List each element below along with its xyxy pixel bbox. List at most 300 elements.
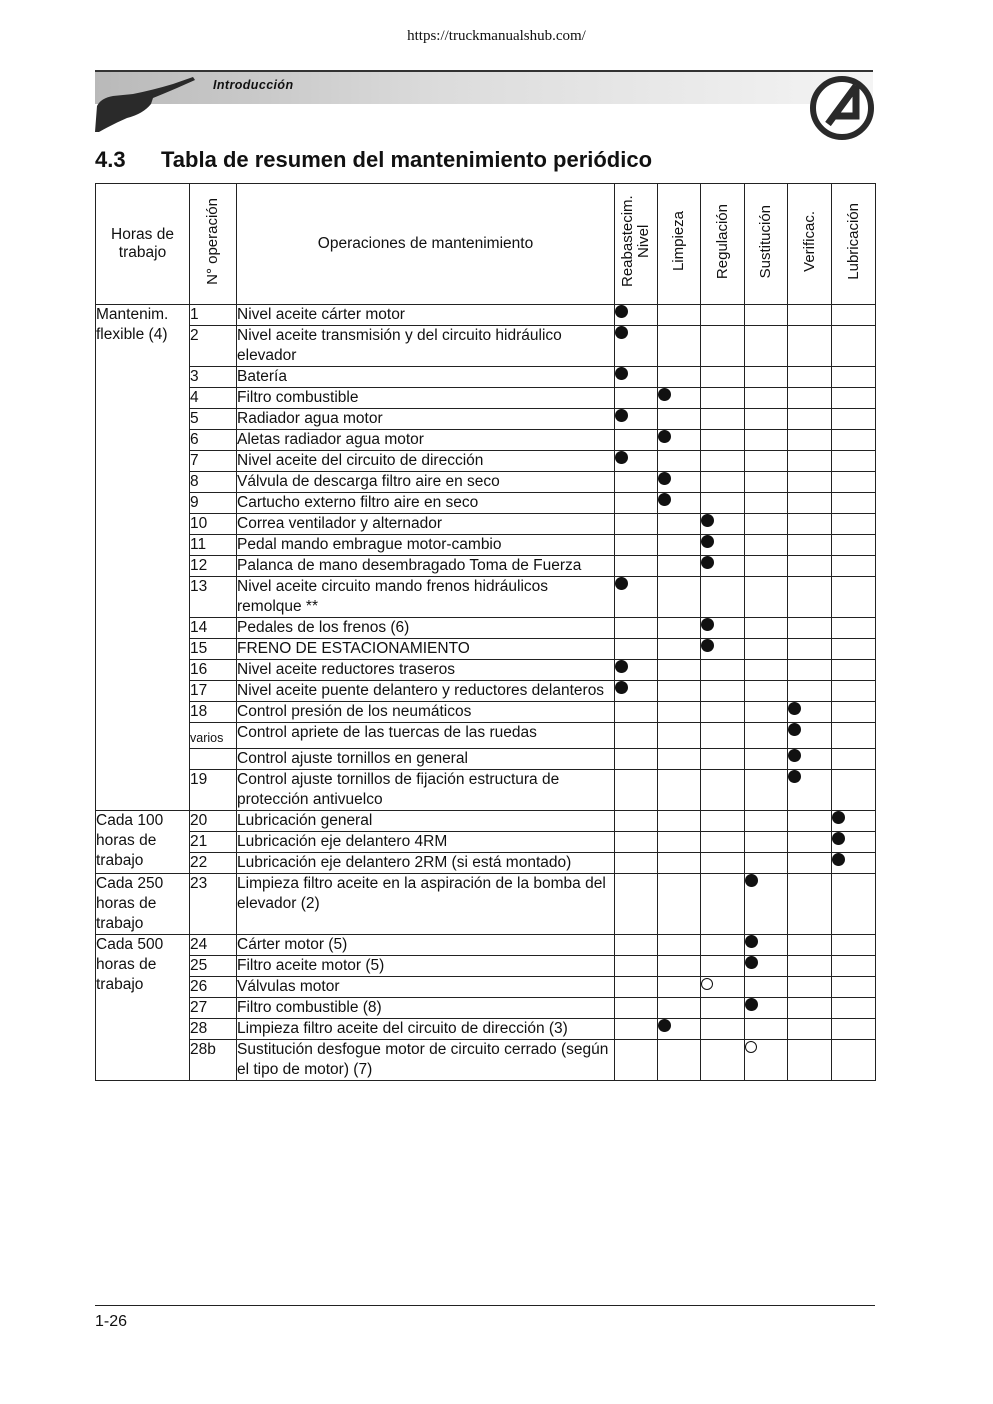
table-row <box>96 367 876 388</box>
mark-cell-c5 <box>788 770 832 811</box>
mark-cell-c5 <box>788 977 832 998</box>
mark-cell-c6 <box>832 556 876 577</box>
mark-cell-c4 <box>745 749 788 770</box>
op-number-cell: 27 <box>190 998 237 1019</box>
mark-cell-c6 <box>832 977 876 998</box>
mark-cell-c5 <box>788 639 832 660</box>
op-number-cell: 28b <box>190 1040 237 1081</box>
operation-cell: Cárter motor (5) <box>237 935 615 956</box>
table-row <box>96 998 876 1019</box>
mark-cell-c1 <box>615 1040 658 1081</box>
mark-cell-c6 <box>832 326 876 367</box>
mark-cell-c1 <box>615 430 658 451</box>
mark-cell-c3 <box>701 1040 745 1081</box>
mark-cell-c6 <box>832 811 876 832</box>
table-row <box>96 639 876 660</box>
filled-circle-icon <box>701 556 714 569</box>
mark-cell-c4 <box>745 367 788 388</box>
mark-cell-c2 <box>658 1019 701 1040</box>
mark-cell-c5 <box>788 535 832 556</box>
mark-cell-c2 <box>658 998 701 1019</box>
operation-cell: FRENO DE ESTACIONAMIENTO <box>237 639 615 660</box>
operation-cell: Batería <box>237 367 615 388</box>
mark-cell-c3 <box>701 832 745 853</box>
mark-cell-c6 <box>832 514 876 535</box>
mark-cell-c1 <box>615 472 658 493</box>
op-number-cell: 28 <box>190 1019 237 1040</box>
mark-cell-c5 <box>788 451 832 472</box>
mark-cell-c2 <box>658 388 701 409</box>
mark-cell-c3 <box>701 770 745 811</box>
operation-cell: Pedales de los frenos (6) <box>237 618 615 639</box>
mark-cell-c5 <box>788 493 832 514</box>
header-cleaning: Limpieza <box>658 184 701 305</box>
op-number-cell: 2 <box>190 326 237 367</box>
table-row <box>96 1019 876 1040</box>
mark-cell-c3 <box>701 874 745 935</box>
mark-cell-c6 <box>832 770 876 811</box>
hours-cell: Cada 500 horas de trabajo <box>96 935 190 1081</box>
operation-cell: Radiador agua motor <box>237 409 615 430</box>
section-header-band <box>95 70 873 104</box>
mark-cell-c4 <box>745 681 788 702</box>
mark-cell-c5 <box>788 749 832 770</box>
mark-cell-c1 <box>615 305 658 326</box>
op-number-cell: 1 <box>190 305 237 326</box>
filled-circle-icon <box>701 514 714 527</box>
mark-cell-c4 <box>745 556 788 577</box>
operation-cell: Nivel aceite cárter motor <box>237 305 615 326</box>
filled-circle-icon <box>658 1019 671 1032</box>
section-title: Tabla de resumen del mantenimiento periódico <box>161 147 653 172</box>
mark-cell-c2 <box>658 874 701 935</box>
filled-circle-icon <box>788 749 801 762</box>
mark-cell-c3 <box>701 660 745 681</box>
mark-cell-c4 <box>745 811 788 832</box>
filled-circle-icon <box>788 702 801 715</box>
op-number-cell: 17 <box>190 681 237 702</box>
mark-cell-c3 <box>701 723 745 749</box>
filled-circle-icon <box>615 367 628 380</box>
op-number-cell: varios <box>190 723 237 749</box>
op-number-cell <box>190 749 237 770</box>
operation-cell: Control presión de los neumáticos <box>237 702 615 723</box>
filled-circle-icon <box>701 535 714 548</box>
filled-circle-icon <box>745 956 758 969</box>
mark-cell-c2 <box>658 935 701 956</box>
operation-cell: Aletas radiador agua motor <box>237 430 615 451</box>
mark-cell-c1 <box>615 618 658 639</box>
filled-circle-icon <box>615 451 628 464</box>
mark-cell-c3 <box>701 1019 745 1040</box>
mark-cell-c2 <box>658 639 701 660</box>
mark-cell-c3 <box>701 430 745 451</box>
mark-cell-c1 <box>615 451 658 472</box>
mark-cell-c1 <box>615 977 658 998</box>
mark-cell-c6 <box>832 832 876 853</box>
mark-cell-c4 <box>745 1040 788 1081</box>
mark-cell-c6 <box>832 998 876 1019</box>
operation-cell: Filtro combustible <box>237 388 615 409</box>
table-row <box>96 811 876 832</box>
mark-cell-c6 <box>832 577 876 618</box>
mark-cell-c6 <box>832 681 876 702</box>
mark-cell-c3 <box>701 577 745 618</box>
table-row <box>96 535 876 556</box>
mark-cell-c6 <box>832 853 876 874</box>
table-row <box>96 681 876 702</box>
filled-circle-icon <box>615 409 628 422</box>
mark-cell-c1 <box>615 702 658 723</box>
table-row <box>96 832 876 853</box>
table-row <box>96 723 876 749</box>
mark-cell-c4 <box>745 702 788 723</box>
header-lubrication: Lubricación <box>832 184 876 305</box>
table-row <box>96 556 876 577</box>
mark-cell-c1 <box>615 367 658 388</box>
hollow-circle-icon <box>701 978 713 990</box>
mark-cell-c4 <box>745 388 788 409</box>
mark-cell-c1 <box>615 1019 658 1040</box>
mark-cell-c4 <box>745 998 788 1019</box>
mark-cell-c3 <box>701 326 745 367</box>
table-row <box>96 305 876 326</box>
mark-cell-c4 <box>745 956 788 977</box>
mark-cell-c5 <box>788 618 832 639</box>
op-number-cell: 20 <box>190 811 237 832</box>
mark-cell-c3 <box>701 702 745 723</box>
operation-cell: Nivel aceite reductores traseros <box>237 660 615 681</box>
op-number-cell: 3 <box>190 367 237 388</box>
mark-cell-c5 <box>788 660 832 681</box>
mark-cell-c6 <box>832 660 876 681</box>
mark-cell-c6 <box>832 1040 876 1081</box>
op-number-cell: 18 <box>190 702 237 723</box>
header-check: Verificac. <box>788 184 832 305</box>
mark-cell-c4 <box>745 577 788 618</box>
mark-cell-c5 <box>788 514 832 535</box>
mark-cell-c4 <box>745 660 788 681</box>
mark-cell-c2 <box>658 977 701 998</box>
operation-cell: Sustitución desfogue motor de circuito cerrado (según el tipo de motor) (7) <box>237 1040 615 1081</box>
mark-cell-c4 <box>745 853 788 874</box>
mark-cell-c4 <box>745 977 788 998</box>
mark-cell-c2 <box>658 535 701 556</box>
filled-circle-icon <box>658 472 671 485</box>
filled-circle-icon <box>745 998 758 1011</box>
table-row <box>96 1040 876 1081</box>
mark-cell-c6 <box>832 430 876 451</box>
table-row <box>96 493 876 514</box>
filled-circle-icon <box>745 935 758 948</box>
mark-cell-c4 <box>745 305 788 326</box>
mark-cell-c3 <box>701 749 745 770</box>
mark-cell-c4 <box>745 832 788 853</box>
operation-cell: Palanca de mano desembragado Toma de Fuerza <box>237 556 615 577</box>
mark-cell-c3 <box>701 956 745 977</box>
table-header-row <box>96 184 876 305</box>
mark-cell-c2 <box>658 367 701 388</box>
filled-circle-icon <box>788 770 801 783</box>
mark-cell-c2 <box>658 577 701 618</box>
mark-cell-c5 <box>788 577 832 618</box>
mark-cell-c2 <box>658 556 701 577</box>
mark-cell-c3 <box>701 367 745 388</box>
mark-cell-c2 <box>658 326 701 367</box>
mark-cell-c4 <box>745 874 788 935</box>
mark-cell-c1 <box>615 723 658 749</box>
mark-cell-c1 <box>615 639 658 660</box>
maintenance-table <box>95 183 876 1081</box>
mark-cell-c3 <box>701 853 745 874</box>
mark-cell-c2 <box>658 472 701 493</box>
mark-cell-c2 <box>658 514 701 535</box>
mark-cell-c1 <box>615 326 658 367</box>
mark-cell-c2 <box>658 409 701 430</box>
mark-cell-c5 <box>788 998 832 1019</box>
filled-circle-icon <box>832 832 845 845</box>
mark-cell-c6 <box>832 1019 876 1040</box>
op-number-cell: 26 <box>190 977 237 998</box>
mark-cell-c3 <box>701 639 745 660</box>
mark-cell-c2 <box>658 770 701 811</box>
table-row <box>96 326 876 367</box>
op-number-cell: 12 <box>190 556 237 577</box>
mark-cell-c1 <box>615 770 658 811</box>
operation-cell: Nivel aceite transmisión y del circuito hidráulico elevador <box>237 326 615 367</box>
source-url: https://truckmanualshub.com/ <box>407 28 586 44</box>
table-row <box>96 451 876 472</box>
mark-cell-c5 <box>788 472 832 493</box>
operation-cell: Pedal mando embrague motor-cambio <box>237 535 615 556</box>
mark-cell-c4 <box>745 451 788 472</box>
op-number-cell: 22 <box>190 853 237 874</box>
mark-cell-c6 <box>832 639 876 660</box>
mark-cell-c1 <box>615 514 658 535</box>
brand-logo-icon <box>806 70 878 142</box>
mark-cell-c1 <box>615 388 658 409</box>
mark-cell-c2 <box>658 305 701 326</box>
filled-circle-icon <box>658 430 671 443</box>
table-row <box>96 770 876 811</box>
op-number-cell: 24 <box>190 935 237 956</box>
op-number-cell: 4 <box>190 388 237 409</box>
op-number-cell: 9 <box>190 493 237 514</box>
filled-circle-icon <box>658 388 671 401</box>
mark-cell-c4 <box>745 409 788 430</box>
operation-cell: Nivel aceite del circuito de dirección <box>237 451 615 472</box>
mark-cell-c6 <box>832 723 876 749</box>
header-op-number: N° operación <box>190 184 237 305</box>
op-number-cell: 11 <box>190 535 237 556</box>
mark-cell-c6 <box>832 956 876 977</box>
filled-circle-icon <box>701 639 714 652</box>
mark-cell-c5 <box>788 956 832 977</box>
mark-cell-c5 <box>788 853 832 874</box>
op-number-cell: 10 <box>190 514 237 535</box>
page-number: 1-26 <box>95 1313 128 1330</box>
mark-cell-c6 <box>832 451 876 472</box>
mark-cell-c6 <box>832 702 876 723</box>
table-row <box>96 618 876 639</box>
filled-circle-icon <box>832 853 845 866</box>
mark-cell-c2 <box>658 956 701 977</box>
mark-cell-c4 <box>745 514 788 535</box>
pointing-hand-icon <box>93 74 203 136</box>
mark-cell-c1 <box>615 935 658 956</box>
table-row <box>96 977 876 998</box>
mark-cell-c2 <box>658 618 701 639</box>
filled-circle-icon <box>745 874 758 887</box>
table-row <box>96 853 876 874</box>
header-replacement: Sustitución <box>745 184 788 305</box>
mark-cell-c4 <box>745 935 788 956</box>
operation-cell: Control ajuste tornillos en general <box>237 749 615 770</box>
mark-cell-c6 <box>832 535 876 556</box>
table-body <box>96 305 876 1081</box>
op-number-cell: 7 <box>190 451 237 472</box>
mark-cell-c3 <box>701 451 745 472</box>
mark-cell-c4 <box>745 493 788 514</box>
filled-circle-icon <box>658 493 671 506</box>
mark-cell-c6 <box>832 388 876 409</box>
operation-cell: Control apriete de las tuercas de las ruedas <box>237 723 615 749</box>
mark-cell-c5 <box>788 1019 832 1040</box>
mark-cell-c3 <box>701 811 745 832</box>
operation-cell: Limpieza filtro aceite en la aspiración de la bomba del elevador (2) <box>237 874 615 935</box>
header-refill: Reabastecim. Nivel <box>615 184 658 305</box>
mark-cell-c3 <box>701 514 745 535</box>
mark-cell-c5 <box>788 832 832 853</box>
mark-cell-c2 <box>658 832 701 853</box>
mark-cell-c2 <box>658 451 701 472</box>
mark-cell-c3 <box>701 305 745 326</box>
mark-cell-c5 <box>788 326 832 367</box>
mark-cell-c1 <box>615 811 658 832</box>
operation-cell: Nivel aceite circuito mando frenos hidráulicos remolque ** <box>237 577 615 618</box>
mark-cell-c5 <box>788 430 832 451</box>
op-number-cell: 16 <box>190 660 237 681</box>
filled-circle-icon <box>615 326 628 339</box>
mark-cell-c1 <box>615 577 658 618</box>
filled-circle-icon <box>615 305 628 318</box>
mark-cell-c1 <box>615 998 658 1019</box>
operation-cell: Lubricación eje delantero 2RM (si está montado) <box>237 853 615 874</box>
mark-cell-c5 <box>788 874 832 935</box>
op-number-cell: 21 <box>190 832 237 853</box>
mark-cell-c6 <box>832 874 876 935</box>
hours-cell: Cada 250 horas de trabajo <box>96 874 190 935</box>
mark-cell-c3 <box>701 472 745 493</box>
filled-circle-icon <box>615 577 628 590</box>
mark-cell-c4 <box>745 535 788 556</box>
mark-cell-c6 <box>832 367 876 388</box>
table-row <box>96 702 876 723</box>
table-row <box>96 956 876 977</box>
op-number-cell: 14 <box>190 618 237 639</box>
mark-cell-c2 <box>658 430 701 451</box>
filled-circle-icon <box>615 681 628 694</box>
op-number-cell: 8 <box>190 472 237 493</box>
table-row <box>96 409 876 430</box>
mark-cell-c2 <box>658 723 701 749</box>
table-row <box>96 577 876 618</box>
mark-cell-c3 <box>701 618 745 639</box>
mark-cell-c1 <box>615 493 658 514</box>
op-number-cell: 6 <box>190 430 237 451</box>
mark-cell-c1 <box>615 853 658 874</box>
filled-circle-icon <box>788 723 801 736</box>
operation-cell: Control ajuste tornillos de fijación estructura de protección antivuelco <box>237 770 615 811</box>
mark-cell-c4 <box>745 1019 788 1040</box>
filled-circle-icon <box>832 811 845 824</box>
header-adjustment: Regulación <box>701 184 745 305</box>
mark-cell-c4 <box>745 770 788 811</box>
mark-cell-c4 <box>745 472 788 493</box>
hollow-circle-icon <box>745 1041 757 1053</box>
table-row <box>96 514 876 535</box>
table-row <box>96 472 876 493</box>
mark-cell-c6 <box>832 305 876 326</box>
table-row <box>96 749 876 770</box>
op-number-cell: 13 <box>190 577 237 618</box>
mark-cell-c3 <box>701 388 745 409</box>
mark-cell-c1 <box>615 956 658 977</box>
mark-cell-c6 <box>832 749 876 770</box>
operation-cell: Limpieza filtro aceite del circuito de dirección (3) <box>237 1019 615 1040</box>
mark-cell-c2 <box>658 749 701 770</box>
mark-cell-c5 <box>788 556 832 577</box>
mark-cell-c1 <box>615 874 658 935</box>
mark-cell-c3 <box>701 409 745 430</box>
mark-cell-c6 <box>832 493 876 514</box>
table-row <box>96 660 876 681</box>
mark-cell-c2 <box>658 702 701 723</box>
header-hours: Horas de trabajo <box>96 184 190 305</box>
table-row <box>96 430 876 451</box>
mark-cell-c3 <box>701 493 745 514</box>
mark-cell-c2 <box>658 1040 701 1081</box>
mark-cell-c5 <box>788 811 832 832</box>
mark-cell-c3 <box>701 998 745 1019</box>
op-number-cell: 15 <box>190 639 237 660</box>
mark-cell-c3 <box>701 977 745 998</box>
mark-cell-c5 <box>788 681 832 702</box>
mark-cell-c1 <box>615 535 658 556</box>
mark-cell-c1 <box>615 556 658 577</box>
op-number-cell: 19 <box>190 770 237 811</box>
mark-cell-c6 <box>832 409 876 430</box>
footer-divider <box>95 1305 875 1306</box>
mark-cell-c3 <box>701 681 745 702</box>
operation-cell: Cartucho externo filtro aire en seco <box>237 493 615 514</box>
operation-cell: Nivel aceite puente delantero y reductores delanteros <box>237 681 615 702</box>
mark-cell-c2 <box>658 493 701 514</box>
mark-cell-c5 <box>788 935 832 956</box>
section-number: 4.3 <box>95 147 126 172</box>
mark-cell-c6 <box>832 618 876 639</box>
section-label: Introducción <box>213 78 294 92</box>
mark-cell-c5 <box>788 1040 832 1081</box>
op-number-cell: 23 <box>190 874 237 935</box>
mark-cell-c1 <box>615 749 658 770</box>
hours-cell: Mantenim. flexible (4) <box>96 305 190 811</box>
page-title <box>95 147 652 173</box>
mark-cell-c4 <box>745 430 788 451</box>
header-operations: Operaciones de mantenimiento <box>237 184 615 305</box>
mark-cell-c3 <box>701 556 745 577</box>
mark-cell-c6 <box>832 472 876 493</box>
